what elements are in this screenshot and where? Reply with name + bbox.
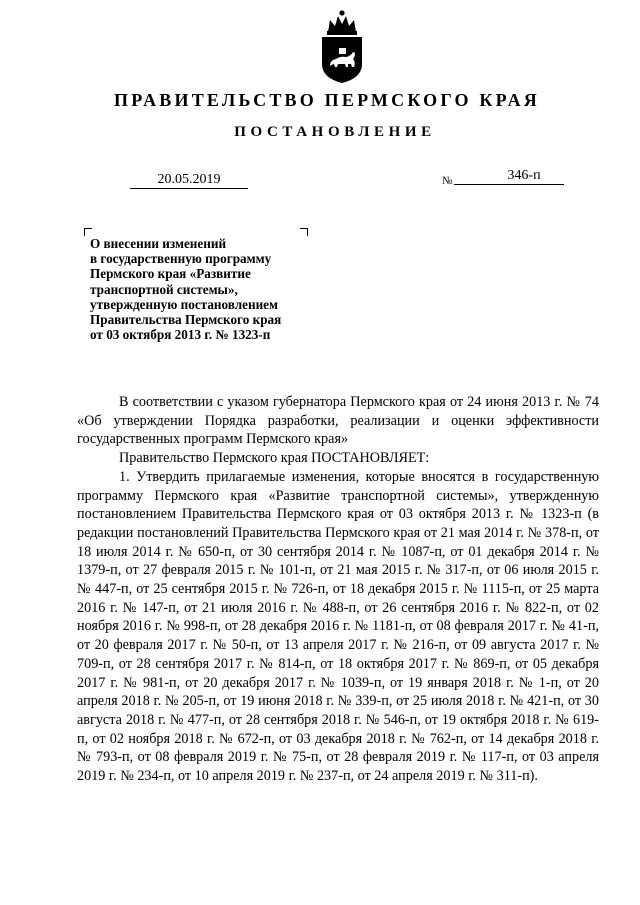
document-number: 346-п: [454, 168, 564, 185]
document-body: [77, 393, 599, 786]
subject-corner-right: [300, 228, 308, 236]
resolution-paragraph: Правительство Пермского края ПОСТАНОВЛЯЕТ:: [119, 450, 430, 467]
subject-corner-left: [84, 228, 92, 236]
preamble-paragraph: В соответствии с указом губернатора Пермского края от 24 июня 2013 г. № 74 «Об утверждении Порядка разработки, реализации и оценки эффективности государственных программ Пермского края»: [77, 394, 599, 448]
document-subject: О внесении изменений в государственную программу Пермского края «Развитие транспортной системы», утвержденную постановлением Правительства Пермского края от 03 октября 2013 г. № 1323-п: [90, 236, 282, 343]
government-title: ПРАВИТЕЛЬСТВО ПЕРМСКОГО КРАЯ: [114, 90, 540, 110]
document-type: ПОСТАНОВЛЕНИЕ: [234, 124, 436, 140]
clause-1-paragraph: 1. Утвердить прилагаемые изменения, которые вносятся в государственную программу Пермского края «Развитие транспортной системы», утвержденную постановлением Правительства Пермского края от 03 октября 2013 г. № 1323-п (в редакции постановлений Правительства Пермского края от 21 мая 2014 г. № 378-п, от 18 июля 2014 г. № 650-п, от 30 сентября 2014 г. № 1087-п, от 01 декабря 2014 г. № 1379-п, от 27 февраля 2015 г. № 101-п, от 21 мая 2015 г. № 317-п, от 06 июля 2015 г. № 447-п, от 25 сентября 2015 г. № 726-п, от 18 декабря 2015 г. № 1115-п, от 25 марта 2016 г. № 147-п, от 21 июля 2016 г. № 488-п, от 26 сентября 2016 г. № 822-п, от 02 ноября 2016 г. № 998-п, от 28 декабря 2016 г. № 1181-п, от 08 февраля 2017 г. № 41-п, от 20 февраля 2017 г. № 50-п, от 13 апреля 2017 г. № 216-п, от 09 августа 2017 г. № 709-п, от 28 сентября 2017 г. № 814-п, от 18 октября 2017 г. № 869-п, от 05 декабря 2017 г. № 981-п, от 20 декабря 2017 г. № 1039-п, от 19 января 2018 г. № 1-п, от 20 апреля 2018 г. № 205-п, от 19 июня 2018 г. № 339-п, от 25 июля 2018 г. № 421-п, от 30 августа 2018 г. № 477-п, от 28 сентября 2018 г. № 546-п, от 19 октября 2018 г. № 619-п, от 02 ноября 2018 г. № 672-п, от 03 декабря 2018 г. № 762-п, от 14 декабря 2018 г. № 793-п, от 08 февраля 2019 г. № 75-п, от 28 февраля 2019 г. № 117-п, от 03 апреля 2019 г. № 234-п, от 10 апреля 2019 г. № 237-п, от 24 апреля 2019 г. № 311-п).: [77, 468, 599, 785]
document-date: 20.05.2019: [130, 172, 248, 189]
coat-of-arms-icon: [318, 6, 366, 84]
number-sign: №: [442, 175, 453, 187]
